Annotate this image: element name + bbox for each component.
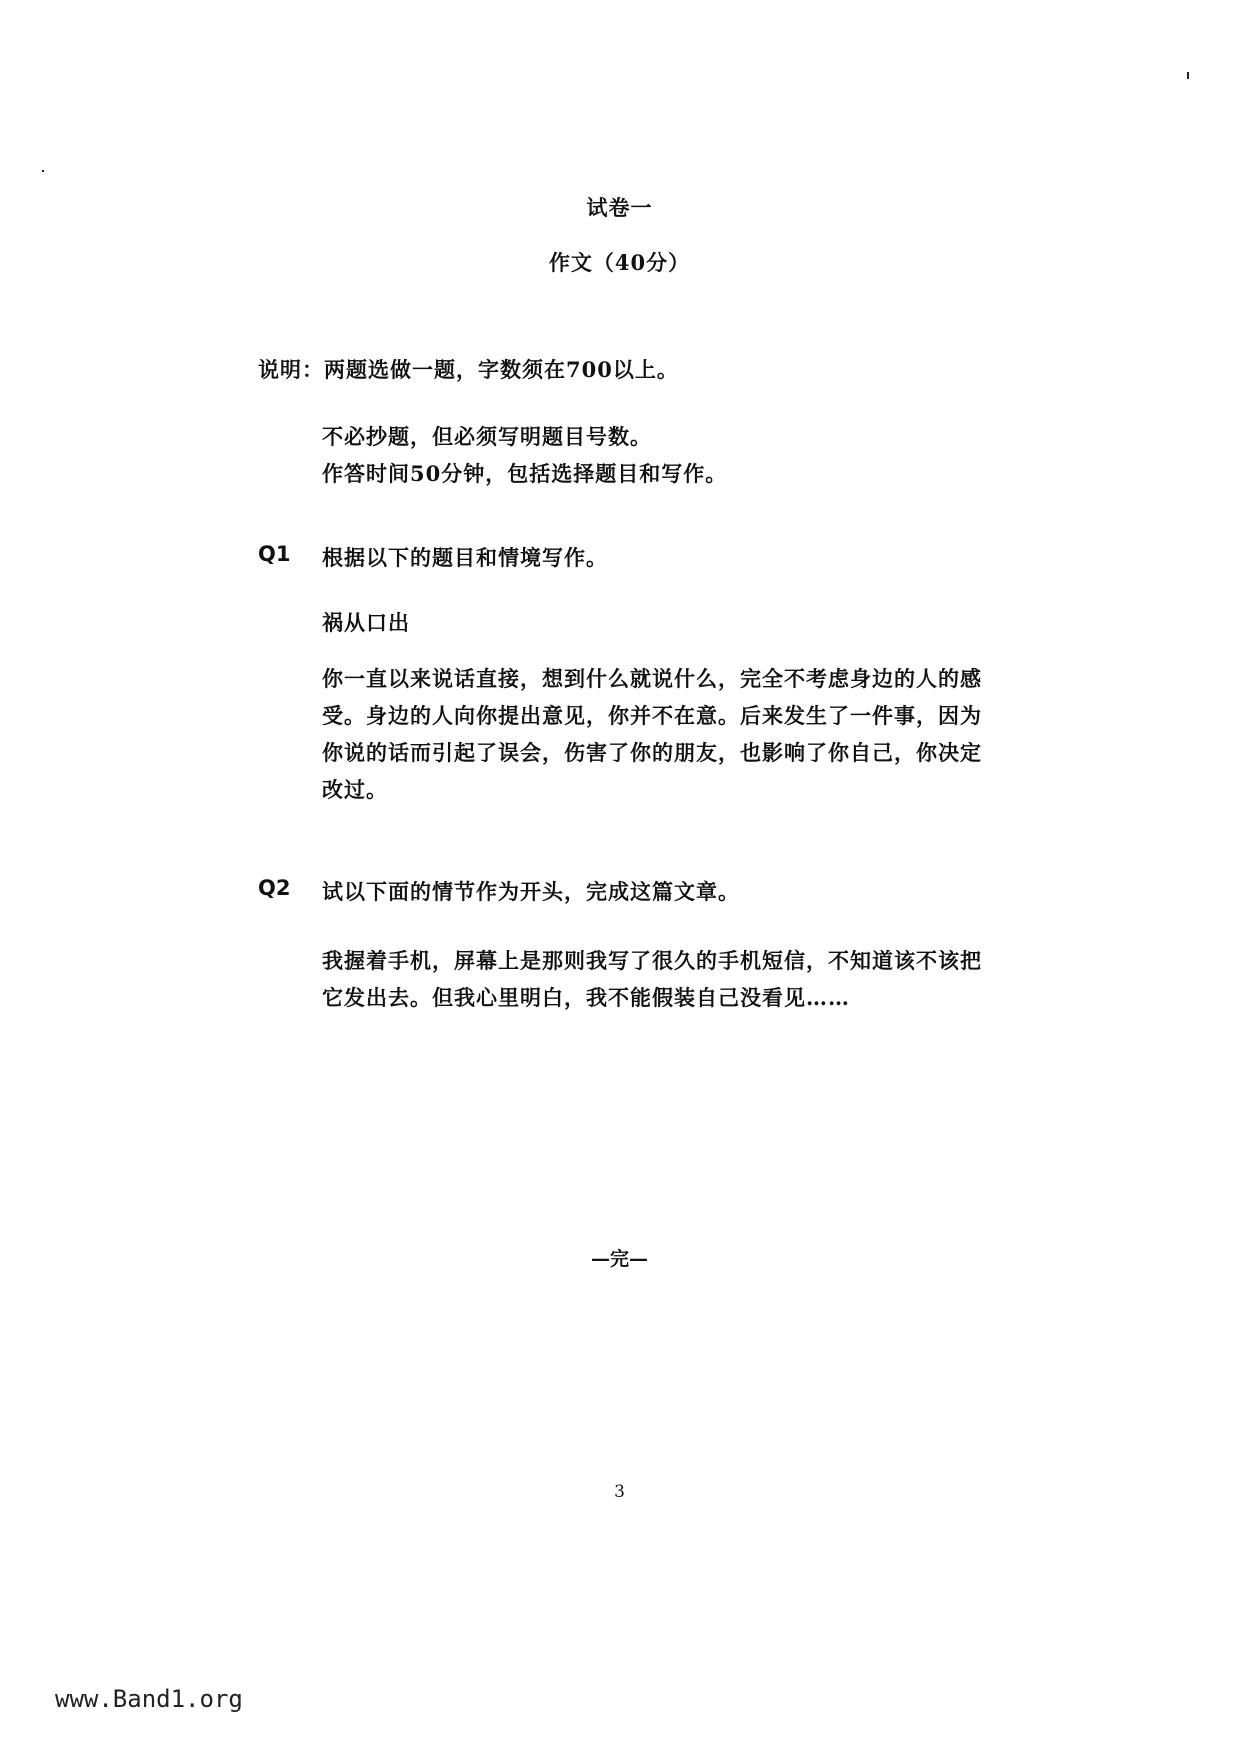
question-2-label: Q2 — [258, 876, 291, 900]
section-title: 作文（40分） — [548, 250, 691, 275]
question-1-title: 祸从口出 — [322, 610, 410, 635]
end-mark: —完— — [590, 1248, 648, 1270]
instructions-line-2: 作答时间50分钟，包括选择题目和写作。 — [322, 461, 728, 486]
question-1-label: Q1 — [258, 542, 291, 566]
question-1-body: 你一直以来说话直接，想到什么就说什么，完全不考虑身边的人的感受。身边的人向你提出意见，你并不在意。后来发生了一件事，因为你说的话而引起了误会，伤害了你的朋友，也影响了你自己，你决定改过。 — [322, 666, 982, 802]
question-2-prompt: 试以下面的情节作为开头，完成这篇文章。 — [322, 879, 740, 904]
watermark-url: www.Band1.org — [55, 1685, 243, 1713]
instructions-line-1: 不必抄题，但必须写明题目号数。 — [322, 424, 652, 449]
scan-speck — [42, 170, 44, 172]
instructions-main: 说明：两题选做一题，字数须在700以上。 — [258, 357, 679, 382]
paper-title: 试卷一 — [586, 195, 653, 220]
question-2-body: 我握着手机，屏幕上是那则我写了很久的手机短信，不知道该不该把它发出去。但我心里明白，我不能假装自己没看见…… — [322, 948, 982, 1010]
page-number: 3 — [614, 1482, 625, 1502]
scan-speck — [1187, 72, 1189, 79]
question-1-prompt: 根据以下的题目和情境写作。 — [322, 545, 608, 570]
